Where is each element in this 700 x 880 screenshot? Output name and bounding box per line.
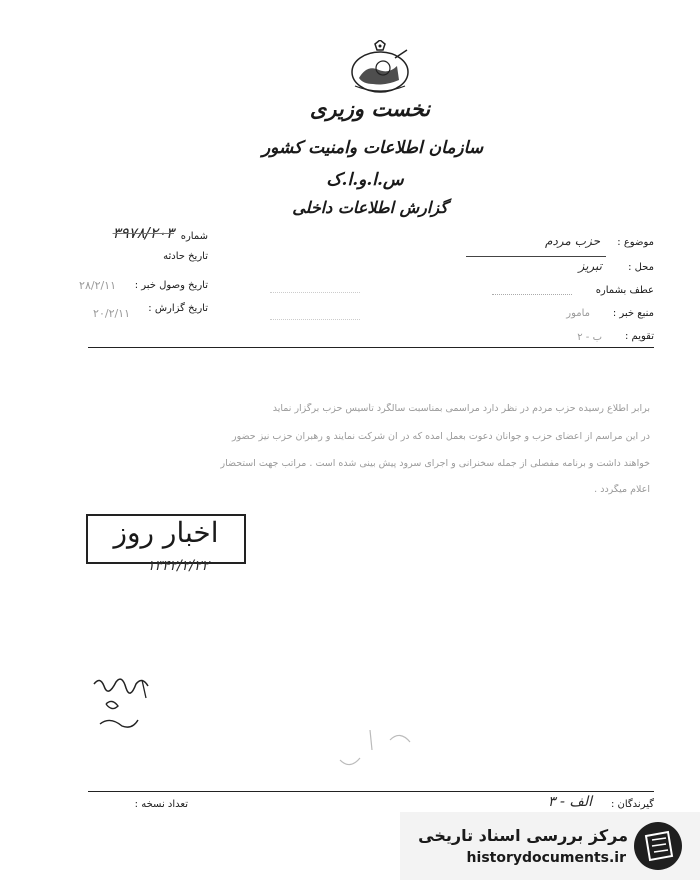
handwritten-signature <box>86 670 166 740</box>
header-separator <box>88 347 654 348</box>
news-stamp-title: اخبار روز <box>113 516 219 549</box>
footer-separator <box>88 791 654 792</box>
body-line-1: برابر اطلاع رسیده حزب مردم در نظر دارد مراسمی بمناسبت سالگرد تأسیس حزب برگزار نماید <box>272 403 650 414</box>
receipt-date-value: ۲۸/۲/۱۱ <box>79 279 116 292</box>
evaluation-label: تقویم : <box>625 331 654 342</box>
body-line-4: اعلام میگردد . <box>594 484 650 495</box>
number-value: ۳۹۷۸/۲۰۳ <box>112 224 174 242</box>
recipients-value: الف - ۳ <box>547 794 592 810</box>
ministry-title: نخست وزیری <box>309 96 431 121</box>
faint-scribble <box>330 720 420 780</box>
report-date-label: تاریخ گزارش : <box>148 303 208 314</box>
event-date-label: تاریخ حادثه <box>163 251 208 262</box>
copies-label: تعداد نسخه : <box>134 799 188 810</box>
watermark-title: مرکز بررسی اسناد تاریخی <box>418 826 628 845</box>
watermark-url: historydocuments.ir <box>466 850 626 866</box>
recipients-label: گیرندگان : <box>610 799 654 810</box>
organization-abbreviation: س.ا.و.ا.ک <box>326 170 404 190</box>
reference-number-dots <box>492 284 572 295</box>
reference-number-label: عطف بشماره <box>595 285 654 296</box>
subject-underline <box>466 256 606 257</box>
source-value: مامور <box>566 308 590 319</box>
place-value: تبریز <box>578 259 602 273</box>
subject-label: موضوع : <box>617 237 654 248</box>
evaluation-value: ب - ۲ <box>577 332 602 343</box>
place-label: محل : <box>628 262 654 273</box>
report-date-value: ۲۰/۲/۱۱ <box>93 307 130 320</box>
subject-value: حزب مردم <box>545 234 600 248</box>
archive-logo-icon <box>632 820 686 872</box>
receipt-date-label: تاریخ وصول خبر : <box>134 280 208 291</box>
body-line-3: خواهند داشت و برنامه مفصلی از جمله سخنرانی و اجرای سرود پیش بینی شده است . مراتب جهت استحضار <box>220 458 650 469</box>
organization-title: سازمان اطلاعات وامنیت کشور <box>261 138 484 158</box>
news-stamp-date: ۱۳۴۲/۲/۲۲ <box>146 558 210 574</box>
body-line-2: در این مراسم از اعضای حزب و جوانان دعوت بعمل آمده که در آن شرکت نمایند و رهبران حزب نیز حضور <box>232 431 650 442</box>
lion-and-sun-emblem-icon <box>345 40 415 96</box>
faint-stamp-marks <box>270 292 360 320</box>
source-label: منبع خبر : <box>612 308 654 319</box>
number-label: شماره <box>180 231 208 242</box>
report-type-title: گزارش اطلاعات داخلی <box>292 198 448 217</box>
